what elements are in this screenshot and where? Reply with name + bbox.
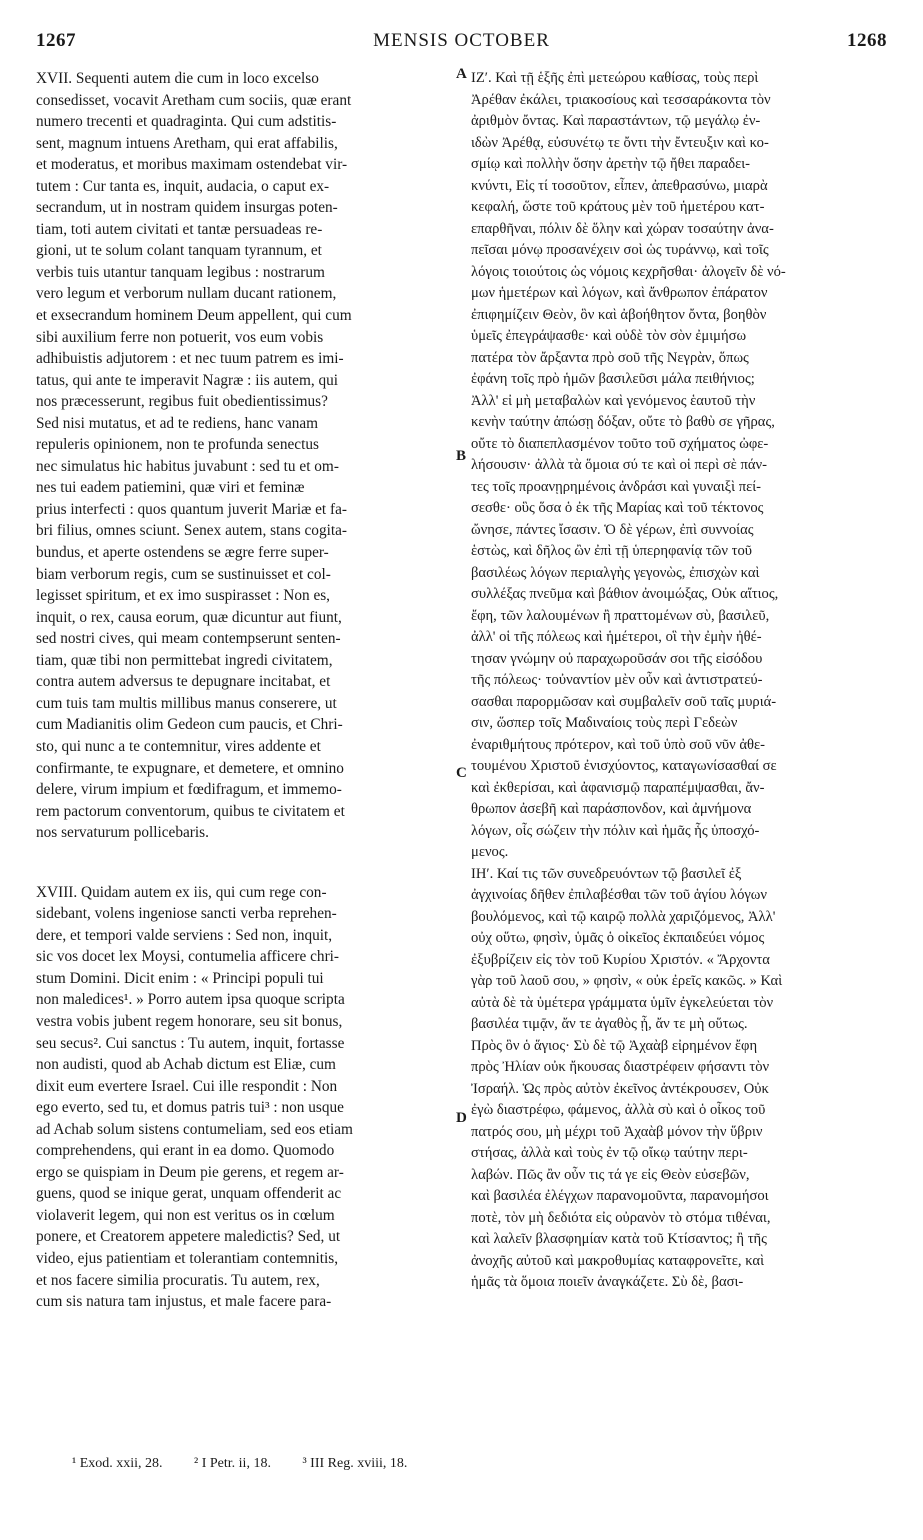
greek-text-line: λαβών. Πῶς ἂν οὖν τις τά γε εἰς Θεὸν εὐσεβῶν, — [471, 1166, 750, 1183]
latin-text-line: violaverit legem, qui non est veritus os in cœlum — [36, 1206, 335, 1224]
greek-text-line: καὶ ἐκθερίσαι, καὶ ἀφανισμῷ παραπέμψασθαι, ἄν- — [471, 779, 765, 796]
greek-text-line: στήσας, ἀλλὰ καὶ τοὺς ἐν τῷ οἴκῳ ταύτην περι- — [471, 1145, 748, 1161]
latin-text-line: legisset spiritum, et ex imo suspirasset : Non es, — [36, 587, 331, 605]
latin-text-line: tiam, quæ tibi non permittebat ingredi civitatem, — [36, 651, 333, 669]
greek-column — [471, 68, 891, 1294]
greek-text-line: ΙΗʹ. Καί τις τῶν συνεδρευόντων τῷ βασιλεῖ ἐξ — [471, 865, 742, 882]
greek-text-line: βασιλέως λόγων περιαλγὴς γεγονὼς, ἐπισχὼν καὶ — [471, 564, 760, 581]
latin-text-line: ego everto, sed tu, et domus patris tui³ : non usque — [36, 1099, 344, 1117]
latin-text-line: bundus, et aperte ostendens se ægre ferre super- — [36, 544, 329, 562]
latin-text-line: seu secus². Cui sanctus : Tu autem, inquit, fortasse — [36, 1034, 345, 1052]
margin-letter-c: C — [456, 765, 467, 781]
greek-text-line: Ἰσραήλ. Ὡς πρὸς αὐτὸν ἐκεῖνος ἀντέκρουσεν, Οὐκ — [471, 1080, 769, 1097]
latin-text-line: sent, magnum intuens Aretham, qui erat affabilis, — [36, 134, 338, 152]
greek-text-line: σασθαι παρορμῶσαν καὶ συμβαλεῖν σοῦ ταῖς μυριά- — [471, 693, 777, 710]
greek-text-line: καὶ λαλεῖν βλασφημίαν κατὰ τοῦ Κτίσαντος; ἢ τῆς — [471, 1231, 767, 1247]
latin-text-line: numero trecenti et quadraginta. Qui cum adstitis- — [36, 113, 337, 131]
greek-text-line: συλλέξας πνεῦμα καὶ βάθιον ἀνοιμώξας, Οὐκ αἴτιος, — [471, 586, 779, 602]
latin-text-line: vestra vobis jubent regem honorare, seu sit bonus, — [36, 1012, 343, 1030]
latin-text-line: contra autem adversus te depugnare incitabat, et — [36, 673, 331, 691]
latin-text-line: tiam, toti autem civitati et tantæ persuadeas re- — [36, 220, 323, 238]
latin-text-line: repuleris opinionem, non te profunda senectus — [36, 436, 319, 454]
latin-text-line: non audisti, quod ab Achab dictum est Eliæ, cum — [36, 1056, 336, 1074]
latin-text-line: sibi auxilium ferre non potuerit, vos eum vobis — [36, 328, 324, 346]
latin-text-line: nes tui eadem patiemini, quæ viri et feminæ — [36, 479, 305, 497]
greek-text-line: ΙΖʹ. Καὶ τῇ ἑξῆς ἐπὶ μετεώρου καθίσας, τοὺς περὶ — [471, 70, 759, 86]
latin-text-line: dixit eum evertere Israel. Cui ille respondit : Non — [36, 1077, 338, 1095]
latin-text-line: nos præcesserunt, regibus fuit obedientissimus? — [36, 393, 328, 411]
latin-text-line: sidebant, volens ingeniose sancti verba reprehen- — [36, 905, 337, 923]
latin-text-line: comprehendens, qui erant in ea domo. Quomodo — [36, 1142, 335, 1160]
latin-text-line: non maledices¹. » Porro autem ipsa quoque scripta — [36, 991, 345, 1009]
greek-text-line: ὤνησε, πάντες ἴσασιν. Ὁ δὲ γέρων, ἐπὶ συννοίας — [471, 521, 754, 538]
greek-text-line: τουμένου Χριστοῦ ἐνισχύοντος, καταγωνίσασθαί σε — [471, 758, 777, 774]
latin-text-line: delere, virum impium et fœdifragum, et immemo- — [36, 781, 342, 799]
greek-text-line: πρὸς Ἠλίαν οὐκ ἤκουσας διαστρέφειν φήσαντι τὸν — [471, 1059, 770, 1075]
latin-text-line: dere, et tempori valde serviens : Sed non, inquit, — [36, 926, 333, 944]
greek-text-line: ἐναριθμήτους πρότερον, καὶ τοῦ ὑπὸ σοῦ νῦν ἀθε- — [471, 736, 766, 753]
greek-text-line: ἀγχινοίας δῆθεν ἐπιλαβέσθαι τῶν τοῦ ἁγίου λόγων — [471, 887, 768, 903]
latin-text-line: ponere, et Creatorem appetere maledictis? Sed, ut — [36, 1228, 341, 1246]
greek-text-line: γὰρ τοῦ λαοῦ σου, » φησὶν, « οὐκ ἐρεῖς κακῶς. » Καὶ — [471, 973, 783, 989]
latin-section-17 — [36, 68, 456, 844]
greek-text-line: ἐπιφημίζειν Θεὸν, ὃν καὶ ἀβοήθητον ὄντα, βοηθὸν — [471, 306, 767, 323]
section-gap — [36, 844, 456, 882]
greek-text-line: κεφαλή, ὥστε τοῦ κράτους μὲν τοῦ ἡμετέρου κατ- — [471, 199, 765, 215]
greek-text-line: ἐγὼ διαστρέφω, φάμενος, ἀλλὰ σὺ καὶ ὁ οἶκος τοῦ — [471, 1102, 766, 1118]
latin-text-line: biam verborum regis, cum se sustinuisset et col- — [36, 565, 331, 583]
latin-text-line: tutem : Cur tanta es, inquit, audacia, o caput ex- — [36, 177, 330, 195]
greek-text-line: πατρός σου, μὴ μέχρι τοῦ Ἀχαὰβ μόνον τὴν ὕβριν — [471, 1123, 763, 1140]
greek-text-line: πεῖσαι μόνῳ προσανέχειν σοὶ ὡς τυράννῳ, καὶ τοῖς — [471, 242, 769, 258]
margin-letter-a: A — [456, 66, 467, 82]
greek-text-line: τες τοῖς προανῃρημένοις ἀνδράσι καὶ γυναιξὶ πεί- — [471, 478, 762, 495]
latin-text-line: sic vos docet lex Moysi, contumelia afficere chri- — [36, 948, 340, 966]
latin-text-line: inquit, o rex, causa eorum, quæ dicuntur aut fiunt, — [36, 608, 342, 626]
margin-letter-d: D — [456, 1110, 467, 1126]
greek-text-line: ἀλλ' οἱ τῆς πόλεως καὶ ἡμέτεροι, οἳ τὴν ἐμὴν ἠθέ- — [471, 629, 762, 645]
latin-text-line: et exsecrandum hominem Deum appellent, qui cum — [36, 307, 352, 325]
greek-text-line: ἐφάνη τοῖς πρὸ ἡμῶν βασιλεῦσι μάλα πειθήνιος; — [471, 371, 755, 387]
greek-text-line: μων ἡμετέρων καὶ λόγων, καὶ ἄνθρωπον ἐπάρατον — [471, 285, 768, 301]
margin-letter-b: B — [456, 448, 467, 464]
latin-text-line: bri filius, omnes sciunt. Senex autem, stans cogita- — [36, 522, 347, 540]
latin-text-line: sed nostri cives, qui meam contempserunt senten- — [36, 630, 341, 648]
greek-text-line: Πρὸς ὃν ὁ ἅγιος· Σὺ δὲ τῷ Ἀχαὰβ εἰρημένον ἔφη — [471, 1037, 758, 1054]
page-number-left: 1267 — [36, 30, 76, 51]
greek-text-line: ἑστὼς, καὶ δῆλος ὢν ἐπὶ τῇ ὑπερηφανίᾳ τῶν τοῦ — [471, 543, 752, 559]
latin-section-18 — [36, 882, 456, 1313]
latin-text-line: secrandum, ut in nostram quidem insurgas poten- — [36, 199, 338, 217]
latin-text-line: video, ejus patientiam et tolerantiam contemnitis, — [36, 1249, 339, 1267]
greek-text-line: βουλόμενος, καὶ τῷ καιρῷ πολλὰ χαριζόμενος, Ἀλλ' — [471, 908, 776, 925]
greek-text-line: λόγοις τοιούτοις ὡς νόμοις κεχρῆσθαι· ἀλογεῖν δὲ νό- — [471, 263, 786, 280]
latin-text-line: ad Achab solum sistens contumeliam, sed eos etiam — [36, 1120, 353, 1138]
running-title: MENSIS OCTOBER — [373, 30, 550, 51]
greek-text-line: ὑμεῖς ἐπεγράψασθε· καὶ οὐδὲ τὸν σὸν ἐμιμήσω — [471, 328, 747, 344]
greek-text-line: ἐξυβρίζειν εἰς τὸν τοῦ Κυρίου Χριστόν. « Ἄρχοντα — [471, 951, 770, 968]
latin-text-line: XVIII. Quidam autem ex iis, qui cum rege con- — [36, 883, 327, 901]
latin-text-line: rem pactorum conventorum, quibus te civitatem et — [36, 802, 345, 820]
latin-text-line: verbis tuis utantur tanquam legibus : nostrarum — [36, 263, 325, 281]
latin-text-line: cum sis natura tam injustus, et male facere para- — [36, 1293, 332, 1311]
greek-text-line: ιδὼν Ἀρέθᾳ, εὐσυνέτῳ τε ὄντι τὴν ἔντευξιν καὶ κο- — [471, 134, 769, 151]
latin-text-line: gioni, ut te solum colant tanquam tyrannum, et — [36, 242, 322, 260]
greek-text-line: τῆς πόλεως· τοὐναντίον μὲν οὖν καὶ ἀντιστρατεύ- — [471, 672, 763, 688]
latin-text-line: prius interfecti : quos quantum juverit Mariæ et fa- — [36, 500, 347, 518]
latin-text-line: cum Madianitis olim Gedeon cum paucis, et Chri- — [36, 716, 343, 734]
latin-text-line: adhibuistis adjutorem : et nec tuum patrem es imi- — [36, 350, 344, 368]
latin-text-line: consedisset, vocavit Aretham cum sociis, quæ erant — [36, 91, 352, 109]
greek-text-line: κενὴν ταύτην ἀπώσῃ δόξαν, οὔτε τὸ βαθὺ σε γῆρας, — [471, 414, 775, 430]
greek-text-line: αὐτὰ δὲ τὰ ὑμέτερα γράμματα ὑμῖν ἐγκελεύεται τὸν — [471, 994, 774, 1011]
latin-column — [36, 68, 456, 1313]
greek-text-line: τησαν γνώμην οὐ παραχωροῦσάν σοι τῆς εἰσόδου — [471, 650, 763, 667]
latin-text-line: ergo se quispiam in Deum pie gerens, et regem ar- — [36, 1163, 344, 1181]
greek-text-line: πατέρα τὸν ἄρξαντα πρὸ σοῦ τῆς Νεγρὰν, ὅπως — [471, 349, 749, 366]
greek-text-line: Ἀλλ' εἰ μὴ μεταβαλὼν καὶ γενόμενος ἑαυτοῦ τὴν — [471, 392, 756, 409]
greek-text-line: ἔφη, τῶν λαλουμένων ἢ πραττομένων σὺ, βασιλεῦ, — [471, 607, 770, 624]
latin-text-line: vero legum et verborum nullam ducant rationem, — [36, 285, 337, 303]
latin-text-line: et nos facere similia procuratis. Tu autem, rex, — [36, 1271, 320, 1289]
greek-text-line: καὶ βασιλέα ἐλέγχων παρανομοῦντα, παρανομήσοι — [471, 1188, 769, 1204]
greek-text-line: ποτὲ, τὸν μὴ δεδιότα εἰς οὐρανὸν τὸ στόμα τιθέναι, — [471, 1209, 771, 1226]
latin-text-line: guens, quod se inique gerat, unquam offenderit ac — [36, 1185, 342, 1203]
latin-text-line: nec simulatus hic habitus juvabunt : sed tu et om- — [36, 457, 339, 475]
latin-text-line: et moderatus, et moribus maximam ostendebat vir- — [36, 156, 348, 174]
latin-text-line: cum tuis tam multis millibus manus conserere, ut — [36, 694, 337, 712]
greek-text-line: μενος. — [471, 844, 509, 860]
greek-text-line: κνύντι, Εἰς τί τοσοῦτον, εἶπεν, ἀπεθρασύνω, μιαρὰ — [471, 177, 768, 194]
greek-text-line: λήσουσιν· ἀλλὰ τὰ ὅμοια σύ τε καὶ οἱ περὶ σὲ πάν- — [471, 457, 767, 473]
footnote-3: ³ III Reg. xviii, 18. — [302, 1456, 408, 1471]
greek-text-line: λόγων, οἷς σώζειν τὴν πόλιν καὶ ἡμᾶς ἧς ὑποσχό- — [471, 822, 760, 839]
greek-text-line: επαρθῆναι, πόλιν δὲ ὅλην καὶ χώραν τοσαύτην ἀνα- — [471, 220, 774, 237]
greek-text-line: ἡμᾶς τὰ ὅμοια ποιεῖν ἀναγκάζετε. Σὺ δὲ, βασι- — [471, 1274, 744, 1290]
latin-text-line: nos servaturum pollicebaris. — [36, 824, 209, 842]
greek-text-line: σιν, ὥσπερ τοῖς Μαδιναίοις τοὺς περὶ Γεδεὼν — [471, 715, 738, 731]
latin-text-line: XVII. Sequenti autem die cum in loco excelso — [36, 70, 319, 87]
latin-text-line: confirmante, te expugnare, et demetere, et omnino — [36, 759, 344, 777]
latin-text-line: stum Domini. Dicit enim : « Principi populi tui — [36, 969, 324, 987]
greek-text-line: σεσθε· οὓς ὅσα ὁ ἐκ τῆς Μαρίας καὶ τοῦ τέκτονος — [471, 500, 764, 516]
footnotes — [72, 1456, 435, 1472]
greek-text-line: σμίῳ καὶ πολλὴν ὅσην ἀρετὴν τῷ ἤθει παραδει- — [471, 156, 751, 172]
footnote-1: ¹ Exod. xxii, 28. — [72, 1456, 163, 1471]
greek-text-line: βασιλέα τιμᾷν, ἄν τε ἀγαθὸς ᾖ, ἄν τε μὴ οὕτως. — [471, 1016, 748, 1032]
greek-text-line: θρωπον ἀσεβῆ καὶ παράσπονδον, καὶ ἀμνήμονα — [471, 801, 752, 817]
greek-text-line: ἀνοχῆς αὐτοῦ καὶ μακροθυμίας καταφρονεῖτε, καὶ — [471, 1252, 765, 1269]
latin-text-line: tatus, qui ante te imperavit Nagræ : iis autem, qui — [36, 371, 339, 389]
latin-text-line: sto, qui nunc a te contemnitur, vires addente et — [36, 737, 321, 755]
greek-text-line: Ἀρέθαν ἐκάλει, τριακοσίους καὶ τεσσαράκοντα τὸν — [471, 91, 771, 108]
running-header — [36, 30, 887, 54]
page-number-right: 1268 — [847, 30, 887, 51]
footnote-2: ² I Petr. ii, 18. — [194, 1456, 271, 1471]
latin-text-line: Sed nisi mutatus, et ad te rediens, hanc vanam — [36, 414, 319, 432]
greek-text-line: οὐχ οὕτω, φησὶν, ὑμᾶς ὁ οἰκεῖος ἐκπαιδεύει νόμος — [471, 930, 765, 946]
greek-text-line: ἀριθμὸν ὄντας. Καὶ παραστάντων, τῷ μεγάλῳ ἐν- — [471, 113, 761, 129]
greek-text-line: οὔτε τὸ διαπεπλασμένον τοῦτο τοῦ σχήματος ὠφε- — [471, 435, 769, 452]
